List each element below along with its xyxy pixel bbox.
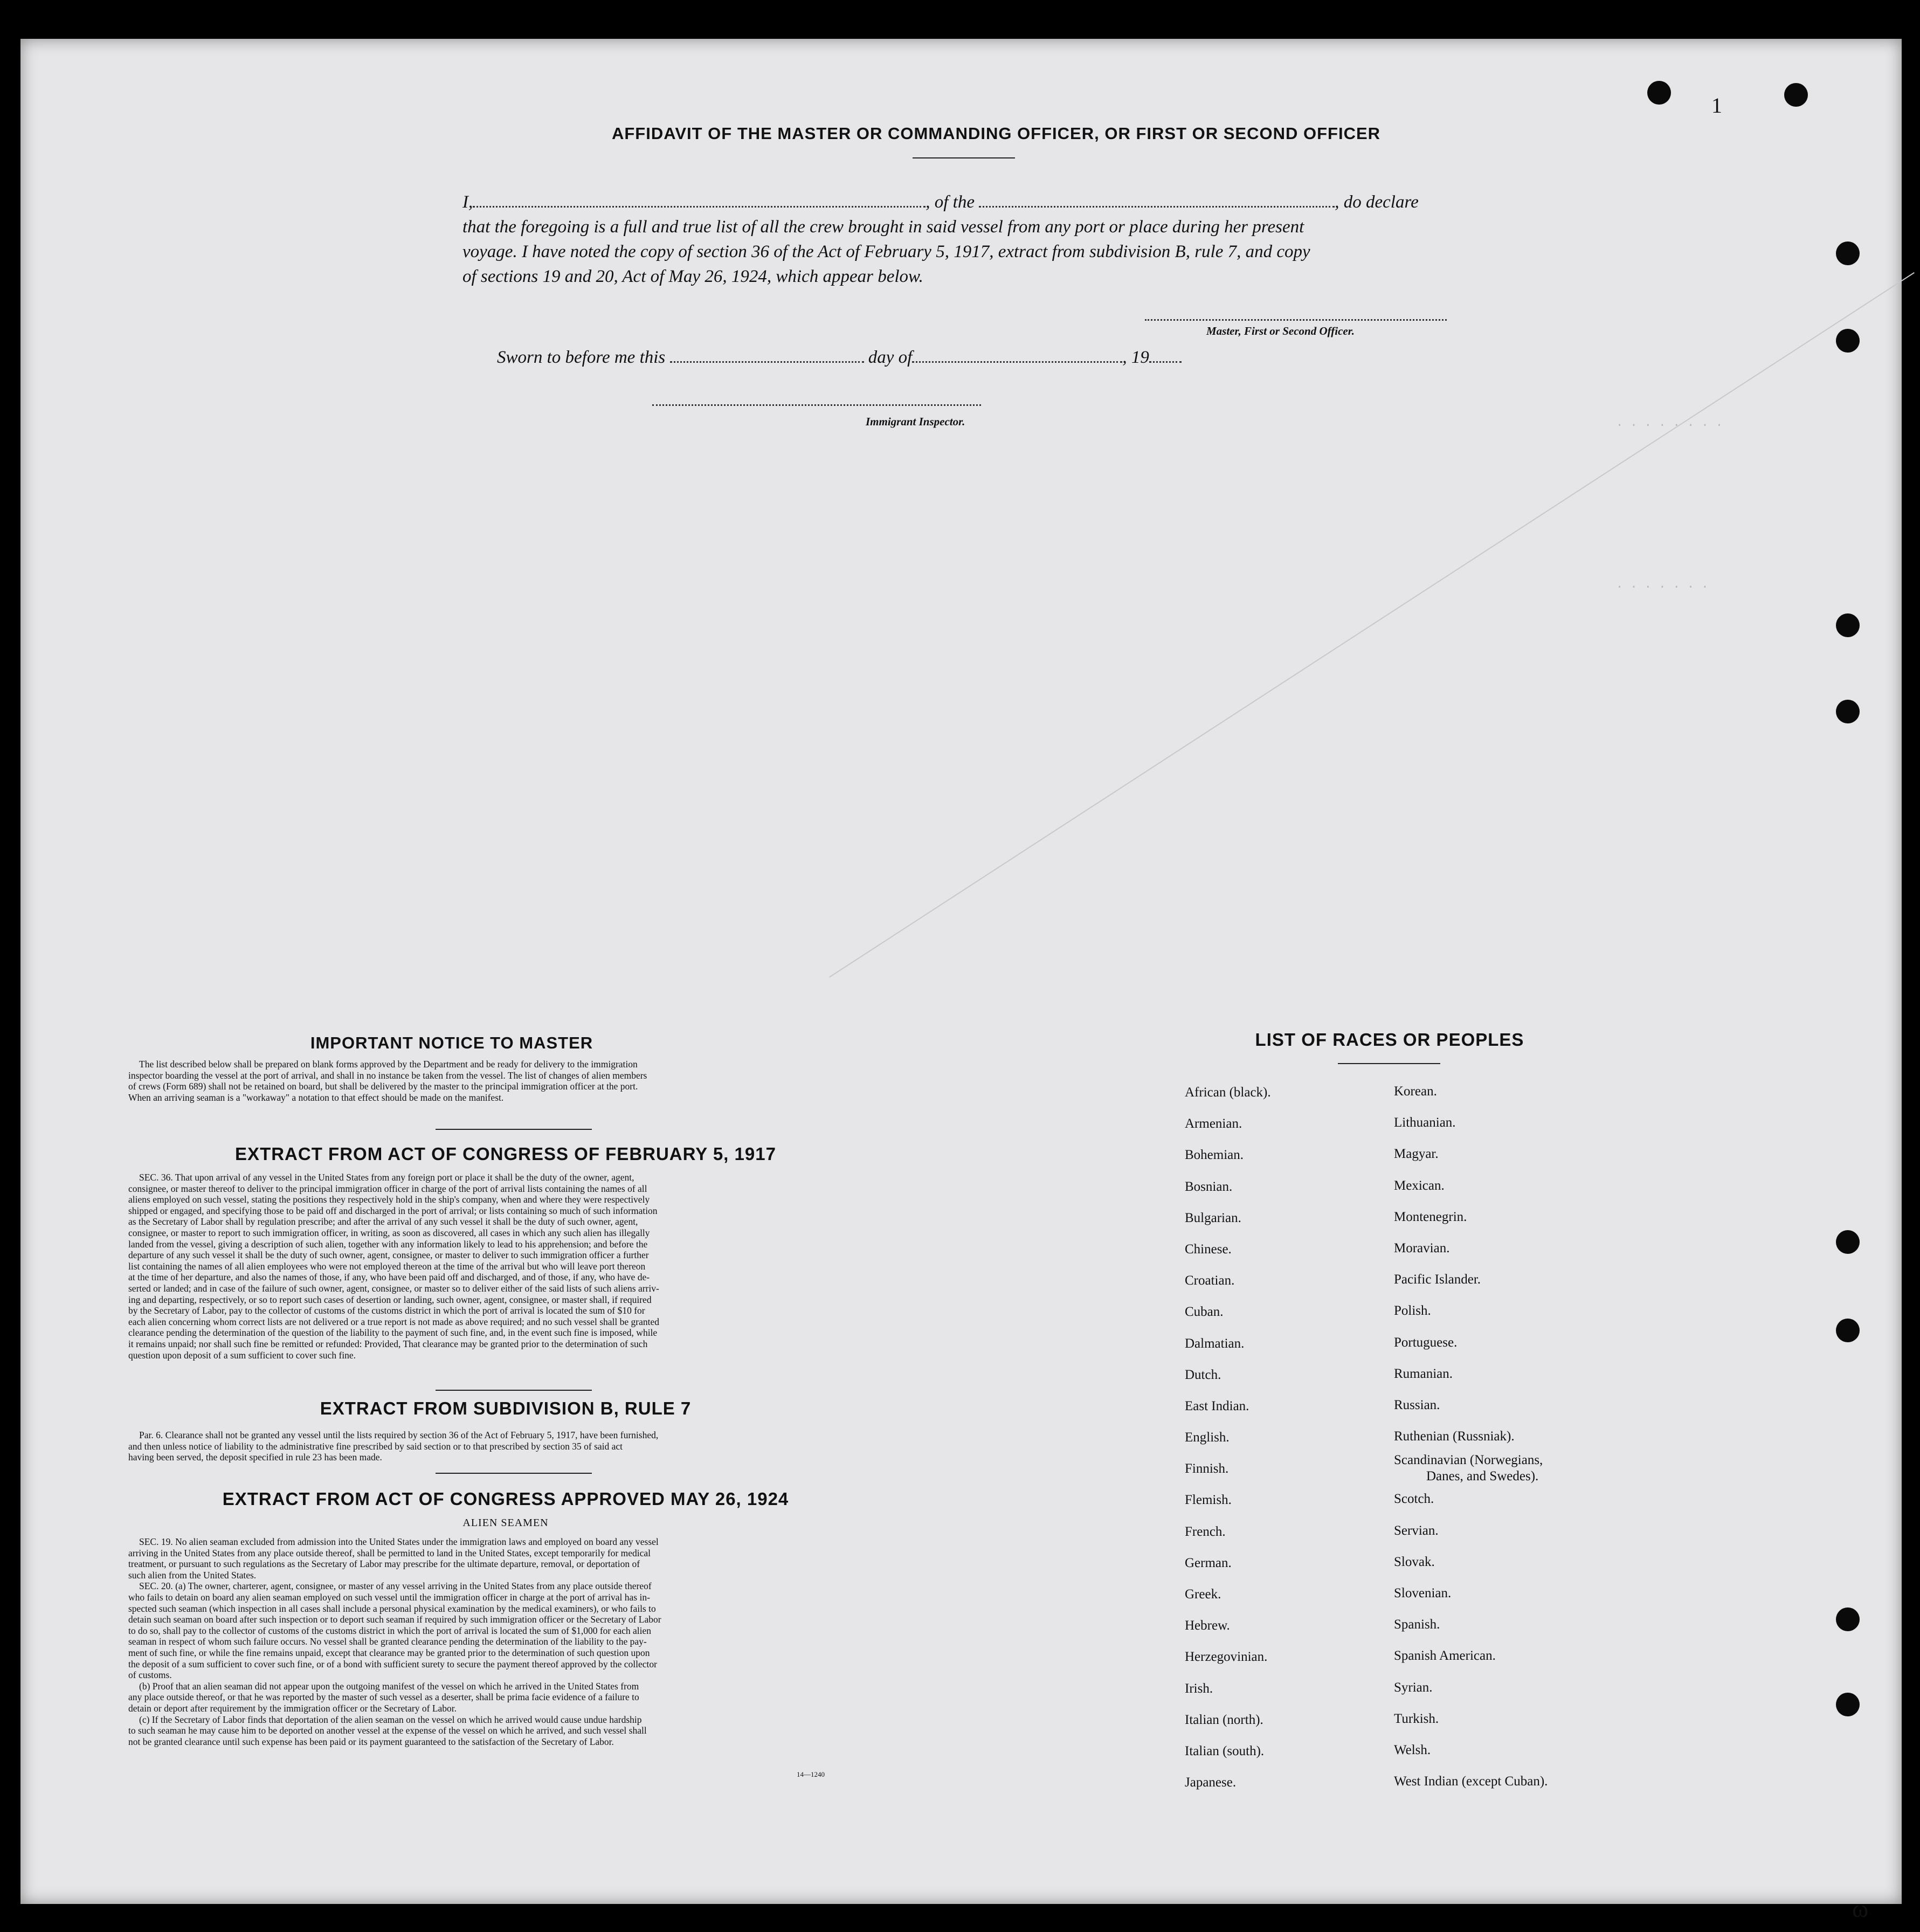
form-number: 14—1240 <box>797 1770 825 1778</box>
races-column-1 <box>1185 1077 1271 1798</box>
race-item: East Indian. <box>1185 1398 1249 1413</box>
extract-1917-text: SEC. 36. That upon arrival of any vessel in the United States from any foreign port or place it shall be the duty of the owner, agent, consignee, or master thereof to deliver to the principal immigration officer in charge of the port of arrival lists containing the names of all aliens employed on such vessel, stating the positions they respectively hold in the ship's company, when and where they were respectively shipped or engaged, and specifying those to be paid off and discharged in the port of arrival; or lists containing so much of such information as the Secretary of Labor shall by regulation prescribe; and after the arrival of any such vessel it shall be the duty of such owner, agent, consignee, or master to report to such immigration officer, in writing, as soon as discovered, all cases in which any such alien has illegally landed from the vessel, giving a description of such alien, together with any information likely to lead to his apprehension; and before the departure of any such vessel it shall be the duty of such owner, agent, consignee, or master to deliver to such immigration officer a further list containing the names of all alien employees who were not employed thereon at the time of the arrival but who will leave port thereon at the time of her departure, and also the names of those, if any, who have been paid off and discharged, and of those, if any, who have de- serted or landed; and in case of the failure of such owner, agent, consignee, or master so to deliver either of the said lists of such aliens arriv- ing and departing, respectively, or so to report such cases of desertion or landing, such owner, agent, consignee, or master shall, if required by the Secretary of Labor, pay to the collector of customs of the customs district in which the port of arrival is located the sum of $10 for each alien concerning whom correct lists are not delivered or a true report is not made as above required; and no such vessel shall be granted clearance pending the determination of the question of the liability to the payment of such fine, and, in the event such fine is imposed, while it remains unpaid; nor shall such fine be remitted or refunded: Provided, That clearance may be granted prior to the determination of such question upon deposit of a sum sufficient to cover such fine. <box>128 1172 659 1361</box>
race-item: Mexican. <box>1394 1178 1445 1193</box>
race-item: Bosnian. <box>1185 1179 1233 1194</box>
race-item: Turkish. <box>1394 1711 1439 1726</box>
inspector-signature-line[interactable] <box>652 404 981 406</box>
race-item: Cuban. <box>1185 1305 1224 1320</box>
binder-hole <box>1836 1607 1860 1631</box>
race-item: Irish. <box>1185 1681 1213 1696</box>
race-item: Scandinavian (Norwegians, Danes, and Swedes). <box>1394 1453 1543 1484</box>
race-item: Portuguese. <box>1394 1335 1458 1350</box>
binder-hole <box>1836 613 1860 637</box>
corner-mark: ω <box>1852 1895 1869 1922</box>
race-item: Ruthenian (Russniak). <box>1394 1429 1515 1444</box>
race-item: Slovak. <box>1394 1554 1435 1569</box>
sworn-text: Sworn to before me this <box>497 348 666 367</box>
race-item: Finnish. <box>1185 1461 1229 1476</box>
year-text: , 19 <box>1122 348 1149 367</box>
race-item: Lithuanian. <box>1394 1115 1456 1130</box>
race-item: Dalmatian. <box>1185 1336 1245 1351</box>
race-item: Dutch. <box>1185 1367 1221 1382</box>
inspector-signature-label: Immigrant Inspector. <box>866 415 965 428</box>
races-column-2 <box>1394 1076 1548 1797</box>
race-item: Italian (north). <box>1185 1712 1263 1727</box>
race-item: Moravian. <box>1394 1240 1450 1255</box>
race-item: Slovenian. <box>1394 1586 1452 1600</box>
extract-rule7-title: EXTRACT FROM SUBDIVISION B, RULE 7 <box>320 1398 692 1418</box>
declaration-line-3: voyage. I have noted the copy of section 36 of the Act of February 5, 1917, extract from subdivision B, rule 7, and copy <box>462 242 1310 261</box>
race-item: Russian. <box>1394 1397 1440 1412</box>
day-of-text: day of <box>868 348 913 367</box>
race-item: Welsh. <box>1394 1742 1431 1757</box>
name-blank[interactable] <box>473 206 926 208</box>
race-item: Flemish. <box>1185 1493 1232 1508</box>
binder-hole <box>1836 1230 1860 1254</box>
section-rule <box>436 1473 592 1474</box>
race-item: German. <box>1185 1555 1232 1570</box>
section-rule <box>436 1129 592 1130</box>
sworn-day-blank[interactable] <box>670 361 864 363</box>
binder-hole <box>1836 329 1860 353</box>
master-signature-line[interactable] <box>1145 319 1447 321</box>
master-signature-label: Master, First or Second Officer. <box>1206 325 1355 337</box>
race-item: Japanese. <box>1185 1775 1237 1790</box>
race-item: African (black). <box>1185 1085 1271 1100</box>
race-item: Syrian. <box>1394 1680 1433 1695</box>
race-item: Korean. <box>1394 1084 1437 1099</box>
race-item: Chinese. <box>1185 1241 1232 1257</box>
sworn-line <box>497 345 1182 370</box>
declaration-of-the: , of the <box>926 192 975 212</box>
form-sheet <box>20 39 1902 1922</box>
race-item: Spanish. <box>1394 1617 1440 1632</box>
fold-crease <box>829 272 1915 978</box>
race-item: Servian. <box>1394 1523 1439 1538</box>
race-item: Hebrew. <box>1185 1618 1230 1633</box>
race-item: Scotch. <box>1394 1492 1434 1507</box>
race-item: Bulgarian. <box>1185 1210 1241 1225</box>
race-item: Herzegovinian. <box>1185 1650 1268 1665</box>
declaration-line-1 <box>462 190 1508 215</box>
title-rule <box>913 157 1015 158</box>
sworn-year-blank[interactable] <box>1149 361 1182 363</box>
extract-rule7-text: Par. 6. Clearance shall not be granted any vessel until the lists required by section 36 of the Act of February 5, 1917, have been furnished, and then unless notice of liability to the administrative fine prescribed by said section or to that prescribed by section 35 of said act having been served, the deposit specified in rule 23 has been made. <box>128 1430 659 1463</box>
race-item: Croatian. <box>1185 1273 1235 1288</box>
notice-text: The list described below shall be prepared on blank forms approved by the Department and be ready for delivery to the immigration inspector boarding the vessel at the port of arrival, and shall in no instance be taken from the vessel. The list of changes of alien members of crews (Form 689) shall not be retained on board, but shall be delivered by the master to the principal immigration officer at the port. When an arriving seaman is a "workaway" a notation to that effect should be made on the manifest. <box>128 1059 647 1103</box>
binder-hole <box>1836 700 1860 723</box>
binder-hole <box>1784 83 1808 107</box>
race-item: Bohemian. <box>1185 1148 1244 1163</box>
race-item: Pacific Islander. <box>1394 1272 1481 1287</box>
race-item: Greek. <box>1185 1587 1221 1602</box>
race-item: Montenegrin. <box>1394 1209 1467 1224</box>
declaration-do-declare: , do declare <box>1335 192 1419 212</box>
race-item: Polish. <box>1394 1303 1431 1319</box>
vessel-blank[interactable] <box>979 206 1335 208</box>
section-rule <box>436 1390 592 1391</box>
notice-title: IMPORTANT NOTICE TO MASTER <box>310 1033 593 1052</box>
sworn-month-blank[interactable] <box>912 361 1122 363</box>
binder-hole <box>1836 242 1860 265</box>
binder-hole <box>1836 1693 1860 1716</box>
race-item: West Indian (except Cuban). <box>1394 1774 1548 1789</box>
alien-seamen-subtitle: ALIEN SEAMEN <box>462 1517 549 1529</box>
page-number-mark: 1 <box>1711 93 1722 118</box>
declaration-i: I, <box>462 192 473 212</box>
race-item: French. <box>1185 1524 1226 1539</box>
binder-hole <box>1836 1319 1860 1342</box>
race-item: Magyar. <box>1394 1147 1439 1162</box>
declaration-line-2: that the foregoing is a full and true list of all the crew brought in said vessel from any port or place during her present <box>462 217 1304 237</box>
race-item: Italian (south). <box>1185 1743 1265 1758</box>
show-through: . . . . . . . <box>1616 578 1709 591</box>
race-item: English. <box>1185 1430 1230 1445</box>
declaration-line-4: of sections 19 and 20, Act of May 26, 1924, which appear below. <box>462 267 923 286</box>
races-rule <box>1338 1063 1440 1064</box>
race-item: Armenian. <box>1185 1116 1242 1131</box>
race-item: Rumanian. <box>1394 1366 1453 1381</box>
extract-1917-title: EXTRACT FROM ACT OF CONGRESS OF FEBRUARY 5, 1917 <box>235 1144 776 1164</box>
affidavit-title: AFFIDAVIT OF THE MASTER OR COMMANDING OFFICER, OR FIRST OR SECOND OFFICER <box>611 124 1381 143</box>
binder-hole <box>1647 81 1671 105</box>
race-item: Spanish American. <box>1394 1648 1496 1664</box>
races-title: LIST OF RACES OR PEOPLES <box>1255 1030 1524 1050</box>
extract-1924-text: SEC. 19. No alien seaman excluded from admission into the United States under the immigration laws and employed on board any vessel arriving in the United States from any place outside thereof, shall be permitted to land in the United States, except temporarily for medical treatment, or pursuant to such regulations as the Secretary of Labor may prescribe for the ultimate departure, removal, or deportation of such alien from the United States. SEC. 20. (a) The owner, charterer, agent, consignee, or master of any vessel arriving in the United States from any place outside thereof who fails to detain on board any alien seaman employed on such vessel until the immigration officer in charge at the port of arrival has in- spected such seaman (which inspection in all cases shall include a personal physical examination by the medical examiners), or who fails to detain such seaman on board after such inspection or to deport such seaman if required by such immigration officer or the Secretary of Labor to do so, shall pay to the collector of customs of the customs district in which the port of arrival is located the sum of $1,000 for each alien seaman in respect of whom such failure occurs. No vessel shall be granted clearance pending the determination of the liability to the pay- ment of such fine, or while the fine remains unpaid, except that clearance may be granted prior to the determination of such question upon the deposit of a sum sufficient to cover such fine, or of a bond with sufficient surety to secure the payment thereof approved by the collector of customs. (b) Proof that an alien seaman did not appear upon the outgoing manifest of the vessel on which he arrived in the United States from any place outside thereof, or that he was reported by the master of such vessel as a deserter, shall be prima facie evidence of a failure to detain or deport after requirement by the immigration officer or the Secretary of Labor. (c) If the Secretary of Labor finds that deportation of the alien seaman on the vessel on which he arrived would cause undue hardship to such seaman he may cause him to be deported on another vessel at the expense of the vessel on which he arrived, and such vessel shall not be granted clearance until such expense has been paid or its payment guaranteed to the satisfaction of the Secretary of Labor. <box>128 1536 661 1747</box>
show-through: . . . . . . . . <box>1616 416 1723 430</box>
extract-1924-title: EXTRACT FROM ACT OF CONGRESS APPROVED MAY 26, 1924 <box>222 1489 789 1509</box>
